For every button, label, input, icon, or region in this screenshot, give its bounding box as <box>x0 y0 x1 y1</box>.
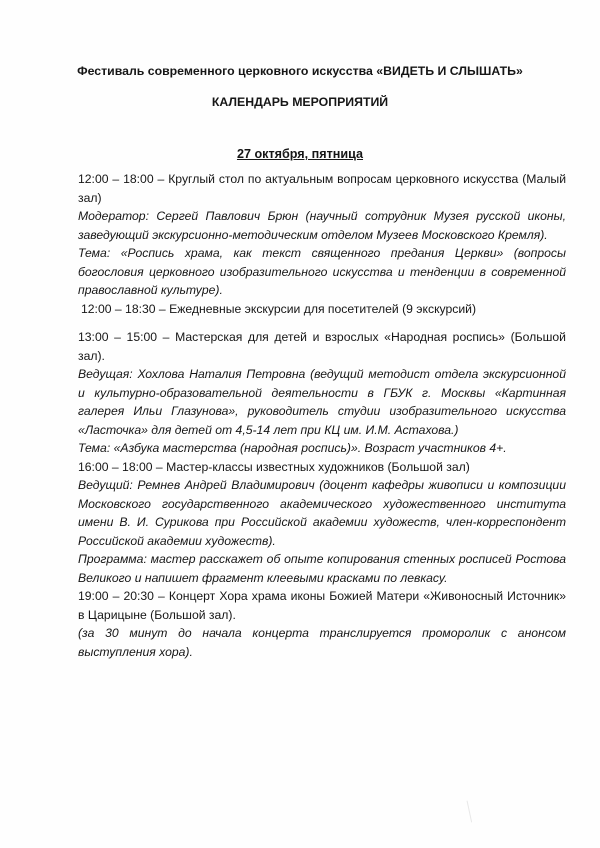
event-masterclass-host: Ведущий: Ремнев Андрей Владимирович (доцент кафедры живописи и композиции Московского государственного академического художественного института имени В. И. Сурикова при Российской академии художеств, член-корреспондент Российской академии художеств). <box>78 478 566 548</box>
event-concert-title: 19:00 – 20:30 – Концерт Хора храма иконы Божией Матери «Живоносный Источник» в Царицыне (Большой зал). <box>78 589 566 622</box>
event-round-table-moderator: Модератор: Сергей Павлович Брюн (научный сотрудник Музея русской иконы, заведующий экскурсионно-методическим отделом Музеев Московского Кремля). <box>78 209 566 242</box>
events-list <box>78 170 566 661</box>
day-heading: 27 октября, пятница <box>236 147 364 161</box>
event-concert-note: (за 30 минут до начала концерта транслируется проморолик с анонсом выступления хора). <box>78 626 566 659</box>
event-workshop-host: Ведущая: Хохлова Наталия Петровна (ведущий методист отдела экскурсионной и культурно-образовательной деятельности в ГБУК г. Москвы «Картинная галерея Ильи Глазунова», руководитель студии изобразительного искусства «Ласточка» для детей от 4,5-14 лет при КЦ им. И.М. Астахова.) <box>78 367 566 437</box>
event-workshop-theme: Тема: «Азбука мастерства (народная роспись)». Возраст участников 4+. <box>78 441 507 455</box>
event-masterclass-title: 16:00 – 18:00 – Мастер-классы известных художников (Большой зал) <box>78 459 470 474</box>
event-round-table-title: 12:00 – 18:00 – Круглый стол по актуальным вопросам церковного искусства (Малый зал) <box>78 172 566 205</box>
event-workshop-title: 13:00 – 15:00 – Мастерская для детей и взрослых «Народная роспись» (Большой зал). <box>78 330 566 363</box>
festival-title: Фестиваль современного церковного искусства «ВИДЕТЬ И СЛЫШАТЬ» <box>77 64 523 78</box>
event-round-table-theme: Тема: «Роспись храма, как текст священного предания Церкви» (вопросы богословия церковного изобразительного искусства и тенденции в современной православной культуре). <box>78 246 566 297</box>
scan-artifact <box>453 801 472 826</box>
event-excursions-title: 12:00 – 18:30 – Ежедневные экскурсии для посетителей (9 экскурсий) <box>81 301 477 316</box>
event-masterclass-program: Программа: мастер расскажет об опыте копирования стенных росписей Ростова Великого и напишет фрагмент клеевыми красками по левкасу. <box>78 552 566 585</box>
calendar-title: КАЛЕНДАРЬ МЕРОПРИЯТИЙ <box>211 95 389 109</box>
